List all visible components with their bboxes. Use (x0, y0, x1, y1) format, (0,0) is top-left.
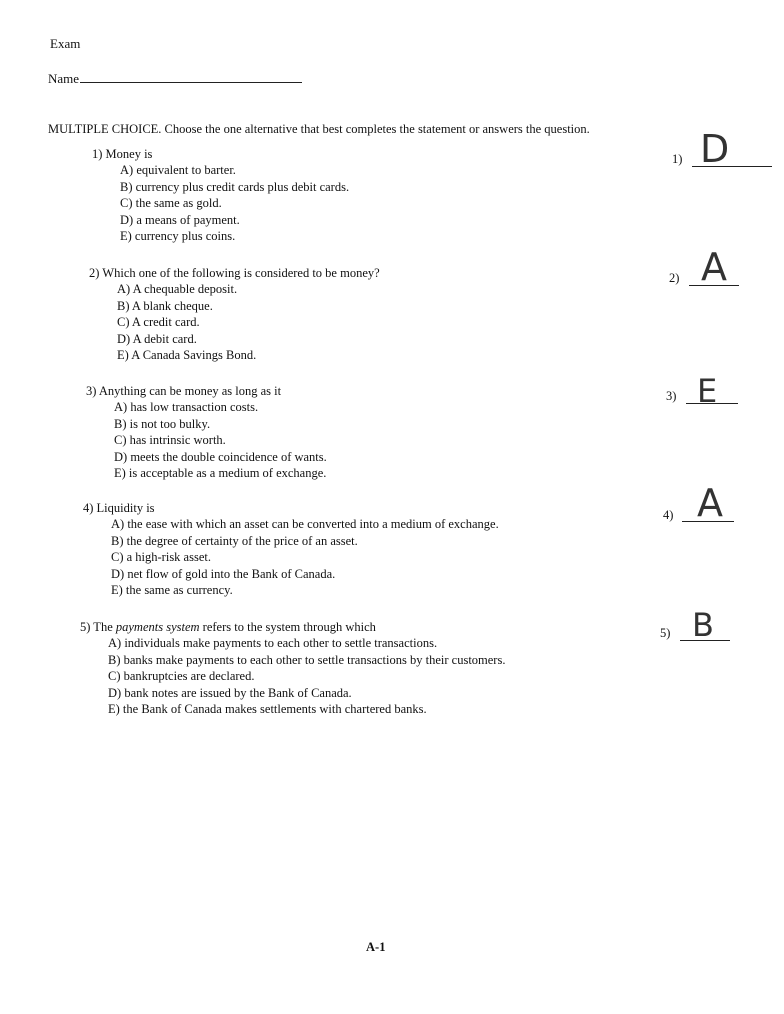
answer-number: 3) (666, 389, 677, 403)
question-3 (86, 383, 327, 482)
option-e: E) is acceptable as a medium of exchange. (114, 466, 327, 480)
question-stem: 3) Anything can be money as long as it (86, 384, 282, 398)
option-d: D) A debit card. (117, 331, 197, 346)
handwritten-answer: A (701, 245, 727, 289)
option-c: C) a high-risk asset. (111, 550, 211, 564)
question-2 (89, 265, 380, 364)
option-a: A) A chequable deposit. (117, 282, 238, 296)
stem-suffix: refers to the system through which (199, 620, 376, 634)
option-e: E) the same as currency. (111, 583, 233, 597)
handwritten-answer: D (700, 127, 730, 171)
answer-number: 2) (669, 271, 680, 285)
question-options (108, 635, 505, 718)
question-stem: 1) Money is (92, 147, 153, 161)
option-c: C) the same as gold. (120, 196, 222, 210)
exam-label: Exam (50, 36, 81, 51)
handwritten-answer: B (692, 606, 714, 644)
option-e: E) currency plus coins. (120, 229, 236, 243)
question-options (120, 162, 349, 245)
stem-prefix: 5) The (80, 620, 116, 634)
option-c: C) A credit card. (117, 315, 200, 329)
option-e: E) the Bank of Canada makes settlements with chartered banks. (108, 702, 427, 716)
question-4 (83, 500, 499, 599)
answer-number: 5) (660, 626, 671, 640)
option-b: B) A blank cheque. (117, 298, 213, 313)
option-b: B) the degree of certainty of the price of an asset. (111, 533, 358, 548)
option-d: D) net flow of gold into the Bank of Canada. (111, 566, 336, 581)
option-d: D) meets the double coincidence of wants. (114, 449, 327, 464)
option-a: A) equivalent to barter. (120, 163, 236, 177)
question-options (117, 281, 380, 364)
answer-number: 4) (663, 508, 674, 522)
option-e: E) A Canada Savings Bond. (117, 348, 257, 362)
option-d: D) a means of payment. (120, 212, 240, 227)
name-blank-line[interactable] (80, 68, 302, 83)
handwritten-answer: A (697, 481, 723, 525)
option-d: D) bank notes are issued by the Bank of Canada. (108, 685, 352, 700)
page-number: A-1 (366, 940, 386, 954)
instructions: MULTIPLE CHOICE. Choose the one alternative that best completes the statement or answers the question. (48, 122, 590, 136)
question-stem: 2) Which one of the following is considered to be money? (89, 266, 380, 280)
answer-number: 1) (672, 152, 683, 166)
handwritten-answer: E (697, 372, 718, 410)
name-field-row (48, 68, 302, 87)
option-a: A) the ease with which an asset can be converted into a medium of exchange. (111, 517, 499, 531)
option-c: C) bankruptcies are declared. (108, 669, 255, 683)
question-options (114, 399, 327, 482)
option-a: A) individuals make payments to each other to settle transactions. (108, 636, 438, 650)
option-b: B) currency plus credit cards plus debit cards. (120, 179, 350, 194)
option-b: B) banks make payments to each other to settle transactions by their customers. (108, 652, 506, 667)
question-stem (80, 619, 505, 635)
question-1 (92, 146, 349, 245)
option-a: A) has low transaction costs. (114, 400, 259, 414)
option-c: C) has intrinsic worth. (114, 433, 226, 447)
question-5 (80, 619, 505, 718)
question-stem: 4) Liquidity is (83, 501, 155, 515)
option-b: B) is not too bulky. (114, 416, 211, 431)
question-options (111, 516, 499, 599)
stem-term: payments system (115, 620, 200, 634)
name-label: Name (48, 71, 80, 86)
